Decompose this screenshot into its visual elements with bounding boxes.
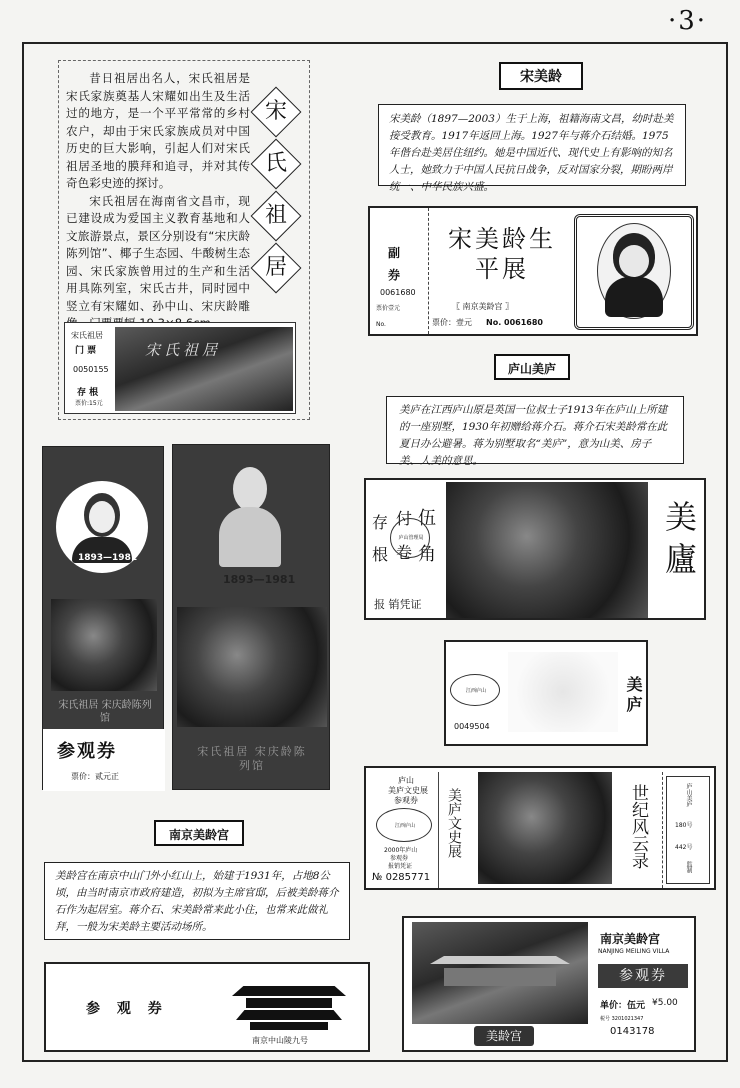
lushan-text-box (386, 396, 684, 467)
meilu-t3-v2: 世纪风云录 (628, 784, 648, 869)
nj-t1-addr: 南京中山陵九号 (252, 1036, 308, 1045)
nj-t2-name: 南京美龄宫 (600, 932, 661, 946)
meilu-t3-c: 参观券 (394, 796, 418, 805)
meilu-t1-stamp-text: 庐山管理局 (398, 535, 424, 541)
meilu-ticket-1 (364, 478, 706, 620)
nanjing-text: 美龄宫在南京中山门外小红山上，始建于1931年，占地8公顷，由当时南京市政府建造，初拟为主席官邸，后被美龄蒋介石作为起居室。蒋介石、宋美龄常来此小住，也常来此做礼拜，一般为宋美龄主要活动场所。 (55, 870, 339, 933)
nj-t2-num: 0143178 (610, 1026, 655, 1037)
meilu-t3-stamp-text: 江西庐山 (394, 823, 415, 829)
meilu-t3-photo (478, 772, 612, 884)
title-char-2: 氏 (264, 151, 287, 176)
songshi-paragraph-1: 昔日祖居出名人，宋氏祖居是宋氏家族奠基人宋耀如出生及生活过的地方，是一个平平常常的乡村农户，却由于宋氏家族成员对中国历史的巨大影响，引起人们对宋氏祖居圣地的膜拜和追寻，并对其传奇色彩史迹的探讨。 (66, 71, 250, 190)
sml-stub-fu: 副 (388, 246, 401, 260)
meilu-ticket-2 (444, 640, 648, 746)
nj-t2-visit: 参观券 (598, 964, 688, 988)
lushan-text: 美庐在江西庐山原是英国一位叔士子1913年在庐山上所建的一座别墅，1930年初赠给蒋介石。蒋介石宋美龄常在此夏日办公避暑。蒋为别墅取名“美庐”，意为山美、房子美、人美的意思。 (399, 404, 668, 467)
songshi-text (66, 70, 250, 333)
songshi-ticket-l3: 存 根 (77, 388, 99, 398)
nj-t1-roof (232, 980, 346, 1032)
meilu-t3-stub (666, 776, 710, 884)
sml-portrait-frame (574, 214, 694, 330)
page-number: ·3· (668, 6, 708, 36)
songshi-photo-caption: 宋氏祖居 (145, 341, 222, 359)
sml-main-title: 宋美龄生平展 (448, 225, 556, 283)
ql-garden-photo (51, 599, 157, 691)
nj-t2-price: 单价：伍元 (600, 1001, 646, 1011)
meilu-t2-name: 美庐 (624, 676, 643, 716)
meilu-t2-num: 0049504 (454, 722, 490, 731)
sml-stub-price: 票价壹元 (376, 305, 401, 312)
meilu-t2-stamp (450, 674, 500, 706)
meilu-t1-f: 角 (418, 544, 436, 565)
meilu-t3-e: 参观券 (390, 855, 409, 862)
sml-stub-quan: 券 (388, 268, 401, 282)
nanjing-ticket-2 (402, 916, 696, 1052)
ql-visit-label: 参观券 (57, 741, 117, 762)
meilu-t1-c: 付 (396, 509, 413, 528)
meilu-t1-photo (446, 482, 648, 618)
meilu-t3-a: 庐山 (398, 776, 414, 785)
ql-price: 票价：贰元正 (71, 772, 119, 781)
sml-museum: 〖 南京美龄宫 〗 (452, 302, 514, 311)
ql-bust-years: 1893—1981 (223, 573, 296, 586)
meilu-t3-f: 报销凭证 (388, 863, 413, 870)
nj-t2-code: 税号 3201021347 (600, 1016, 644, 1022)
ql-portrait-years: 1893—1981 (78, 553, 138, 563)
songshi-ticket (64, 322, 296, 414)
meilu-t3-n2: 442号 (675, 844, 693, 851)
songmeiling-text: 宋美龄（1897—2003）生于上海，祖籍海南文昌，幼时赴美接受教育。1917年返回上海。1927年与蒋介石结婚。1975年偕台赴美居住纽约。她是中国近代、现代史上有影响的知名人士，她致力于中国人民抗日战争，反对国家分裂，期盼两岸统一、中华民族兴盛。 (389, 113, 674, 193)
sml-num: No. 0061680 (486, 318, 543, 327)
title-char-3: 祖 (264, 203, 287, 228)
ql-bust (219, 467, 281, 567)
nj-t1-visit: 参 观 券 (86, 1001, 168, 1017)
meilu-ticket-3 (364, 766, 716, 890)
ql-portrait (56, 481, 148, 573)
meilu-t3-stamp (376, 808, 432, 842)
sml-stub-num: 0061680 (380, 288, 416, 297)
nanjing-text-box (44, 862, 350, 940)
sml-price: 票价：壹元 (432, 318, 472, 327)
ql-tree-photo (177, 607, 327, 727)
meilu-t2-stamp-text: 江西庐山 (465, 688, 486, 694)
songmeiling-title: 宋美龄 (499, 62, 583, 90)
ql-ticket-right (172, 444, 330, 790)
ql-left-caption: 宋氏祖居 宋庆龄陈列馆 (58, 700, 152, 724)
songshi-vertical-title (254, 88, 298, 308)
meilu-t1-name: 美廬 (660, 500, 698, 584)
meilu-t3-stub-text: 庐山美庐 (685, 783, 692, 807)
title-char-1: 宋 (264, 99, 287, 124)
songmeiling-text-box (378, 104, 686, 193)
meilu-t1-e: 伍 (418, 508, 436, 529)
songshi-ticket-l2: 门 票 (75, 346, 97, 356)
meilu-t1-stamp (390, 518, 430, 558)
lushan-title: 庐山美庐 (494, 354, 570, 380)
meilu-t3-v1: 美庐文史展 (446, 788, 462, 858)
ql-ticket-left (42, 446, 164, 790)
songmeiling-ticket (368, 206, 698, 336)
meilu-t3-n1: 180号 (675, 822, 693, 829)
songshi-ticket-num: 0050155 (73, 365, 109, 374)
meilu-t3-d: 2000年庐山 (384, 847, 418, 854)
meilu-t3-b: 美庐文史展 (388, 786, 428, 795)
nj-t2-amount: ¥5.00 (652, 998, 678, 1008)
nanjing-ticket-1 (44, 962, 370, 1052)
meilu-t3-num: № 0285771 (372, 872, 431, 883)
songshi-ticket-l1: 宋氏祖居 (71, 331, 103, 340)
nj-t2-roof (430, 946, 570, 986)
songshi-paragraph-2: 宋氏祖居在海南省文昌市，现已建设成为爱国主义教育基地和人文旅游景点，景区分别设有“宋庆龄陈列馆”、椰子生态园、牛酸树生态园、宋氏家族曾用过的生产和生活用具陈列室，宋氏古井，同时园中竖立有宋耀如、孙中山、宋庆龄雕 (66, 193, 250, 313)
ql-right-caption: 宋氏祖居 宋庆龄陈列馆 (197, 745, 307, 772)
meilu-t1-b: 根 (372, 545, 389, 564)
sml-stub-no: No. (376, 321, 386, 328)
nj-t2-caption: 美龄宫 (474, 1026, 534, 1046)
nj-t2-en: NANJING MEILING VILLA (598, 948, 670, 955)
meilu-t3-stub2: 监制 (685, 861, 692, 873)
meilu-t1-bottom: 报 销凭证 (374, 598, 422, 611)
meilu-t1-a: 存 (372, 513, 389, 532)
nanjing-title: 南京美龄宫 (154, 820, 244, 846)
meilu-t1-d: 卷 (396, 543, 413, 562)
title-char-4: 居 (264, 255, 287, 280)
songshi-ticket-price: 票价:15元 (75, 400, 103, 407)
